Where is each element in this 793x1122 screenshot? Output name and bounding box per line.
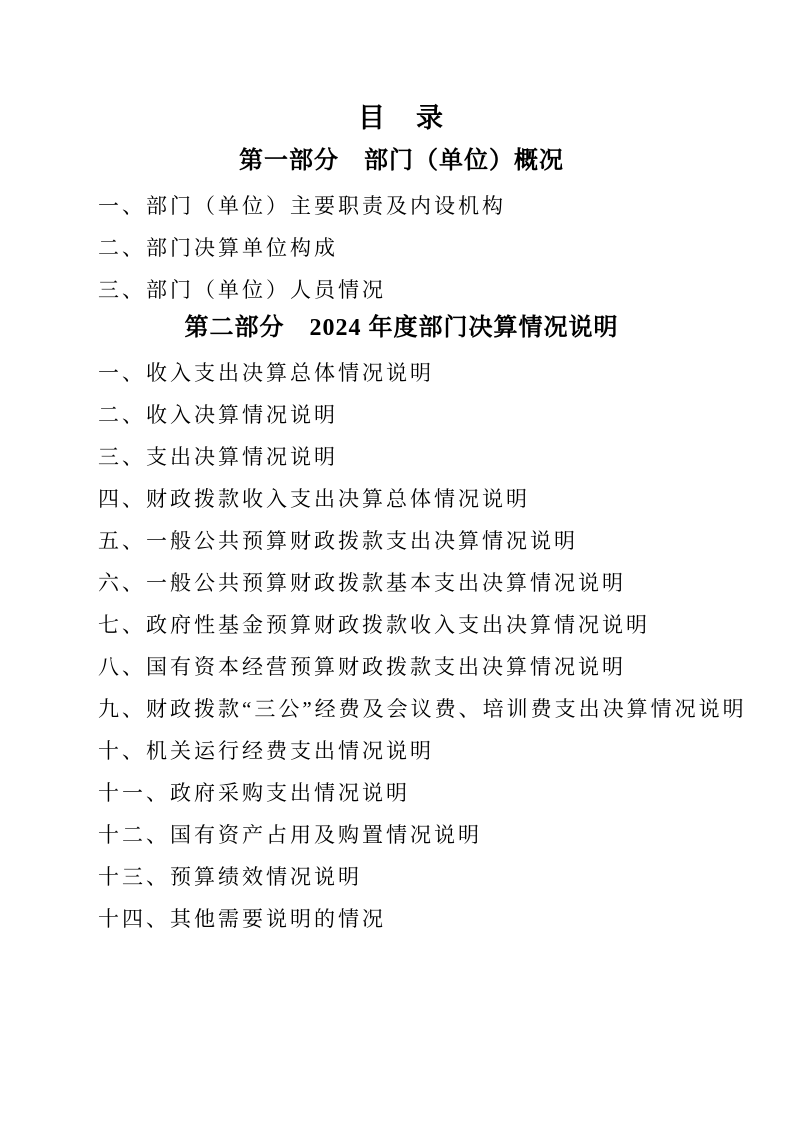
toc-item-part2-1: 一、收入支出决算总体情况说明 [98, 361, 434, 385]
toc-item-part1-2: 二、部门决算单位构成 [98, 236, 338, 260]
section-1-toc-list [98, 185, 705, 311]
toc-item-part2-12: 十二、国有资产占用及购置情况说明 [98, 823, 482, 847]
toc-item-part2-6: 六、一般公共预算财政拨款基本支出决算情况说明 [98, 571, 626, 595]
toc-item-part2-14: 十四、其他需要说明的情况 [98, 907, 386, 931]
toc-item-part2-8: 八、国有资本经营预算财政拨款支出决算情况说明 [98, 655, 626, 679]
toc-item-part2-4: 四、财政拨款收入支出决算总体情况说明 [98, 487, 530, 511]
toc-item-part2-7: 七、政府性基金预算财政拨款收入支出决算情况说明 [98, 613, 650, 637]
section-1-heading: 第一部分 部门（单位）概况 [239, 148, 564, 174]
toc-title: 目 录 [358, 103, 445, 133]
toc-item-part2-2: 二、收入决算情况说明 [98, 403, 338, 427]
toc-item-part2-9: 九、财政拨款“三公”经费及会议费、培训费支出决算情况说明 [98, 697, 747, 721]
toc-item-part2-13: 十三、预算绩效情况说明 [98, 865, 362, 889]
toc-item-part2-11: 十一、政府采购支出情况说明 [98, 781, 410, 805]
toc-item-part2-3: 三、支出决算情况说明 [98, 445, 338, 469]
toc-item-part1-1: 一、部门（单位）主要职责及内设机构 [98, 194, 506, 218]
toc-item-part1-3: 三、部门（单位）人员情况 [98, 278, 386, 302]
toc-item-part2-5: 五、一般公共预算财政拨款支出决算情况说明 [98, 529, 578, 553]
section-2-heading: 第二部分 2024 年度部门决算情况说明 [184, 315, 619, 341]
section-2-toc-list [98, 352, 747, 940]
toc-item-part2-10: 十、机关运行经费支出情况说明 [98, 739, 434, 763]
